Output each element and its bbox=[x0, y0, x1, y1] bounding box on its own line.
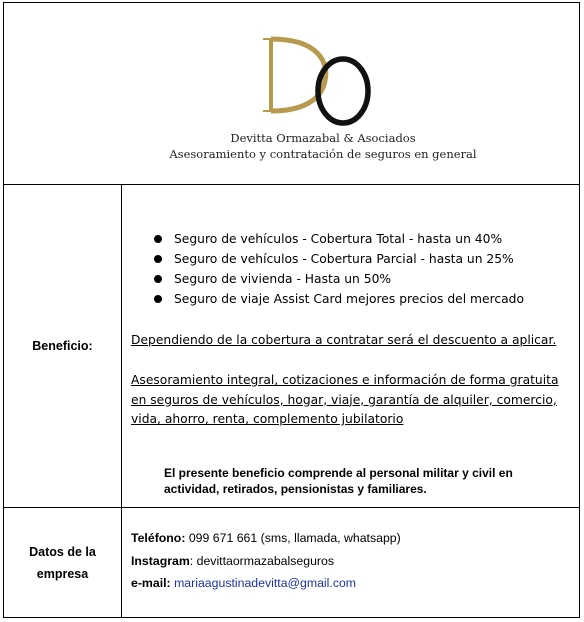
bullet-icon bbox=[154, 275, 162, 283]
instagram-line bbox=[131, 554, 334, 568]
email-line bbox=[131, 576, 356, 590]
header-cell bbox=[4, 3, 579, 185]
instagram-value: : devittaormazabalseguros bbox=[189, 554, 335, 568]
company-name: Devitta Ormazabal & Asociados bbox=[230, 131, 416, 145]
company-data-label bbox=[4, 508, 122, 617]
company-tagline: Asesoramiento y contratación de seguros en general bbox=[169, 147, 477, 161]
phone-line bbox=[131, 531, 401, 545]
document-table bbox=[3, 2, 580, 618]
benefit-row bbox=[4, 185, 579, 508]
company-logo bbox=[259, 33, 379, 128]
company-data-label-line1: Datos de la bbox=[29, 544, 96, 559]
discount-note: Dependiendo de la cobertura a contratar será el descuento a aplicar. bbox=[131, 333, 557, 347]
list-item-text: Seguro de vehículos - Cobertura Total - hasta un 40% bbox=[174, 232, 503, 246]
eligibility-note: El presente beneficio comprende al personal militar y civil en actividad, retirados, pensionistas y familiares. bbox=[164, 466, 513, 496]
email-link[interactable]: mariaagustinadevitta@gmail.com bbox=[174, 576, 357, 590]
company-heading bbox=[124, 130, 522, 162]
advisory-paragraph: Asesoramiento integral, cotizaciones e información de forma gratuita en seguros de vehículos, hogar, viaje, garantía de alquiler, comercio, vida, ahorro, renta, complemento jubilatorio bbox=[131, 373, 559, 426]
list-item bbox=[154, 229, 574, 249]
benefit-list bbox=[154, 229, 574, 309]
list-item bbox=[154, 289, 574, 309]
bullet-icon bbox=[154, 295, 162, 303]
list-item bbox=[154, 269, 574, 289]
list-item-text: Seguro de vehículos - Cobertura Parcial - hasta un 25% bbox=[174, 252, 514, 266]
phone-label: Teléfono: bbox=[131, 531, 186, 545]
list-item bbox=[154, 249, 574, 269]
company-data-content bbox=[122, 508, 579, 617]
company-data-row bbox=[4, 508, 579, 617]
bullet-icon bbox=[154, 235, 162, 243]
bullet-icon bbox=[154, 255, 162, 263]
instagram-label: Instagram bbox=[131, 554, 190, 568]
list-item-text: Seguro de vivienda - Hasta un 50% bbox=[174, 272, 392, 286]
phone-value: 099 671 661 (sms, llamada, whatsapp) bbox=[185, 531, 401, 545]
benefit-content bbox=[122, 185, 579, 507]
benefit-label: Beneficio: bbox=[4, 185, 122, 507]
list-item-text: Seguro de viaje Assist Card mejores precios del mercado bbox=[174, 292, 525, 306]
company-data-label-line2: empresa bbox=[36, 566, 89, 581]
email-label: e-mail: bbox=[131, 576, 171, 590]
